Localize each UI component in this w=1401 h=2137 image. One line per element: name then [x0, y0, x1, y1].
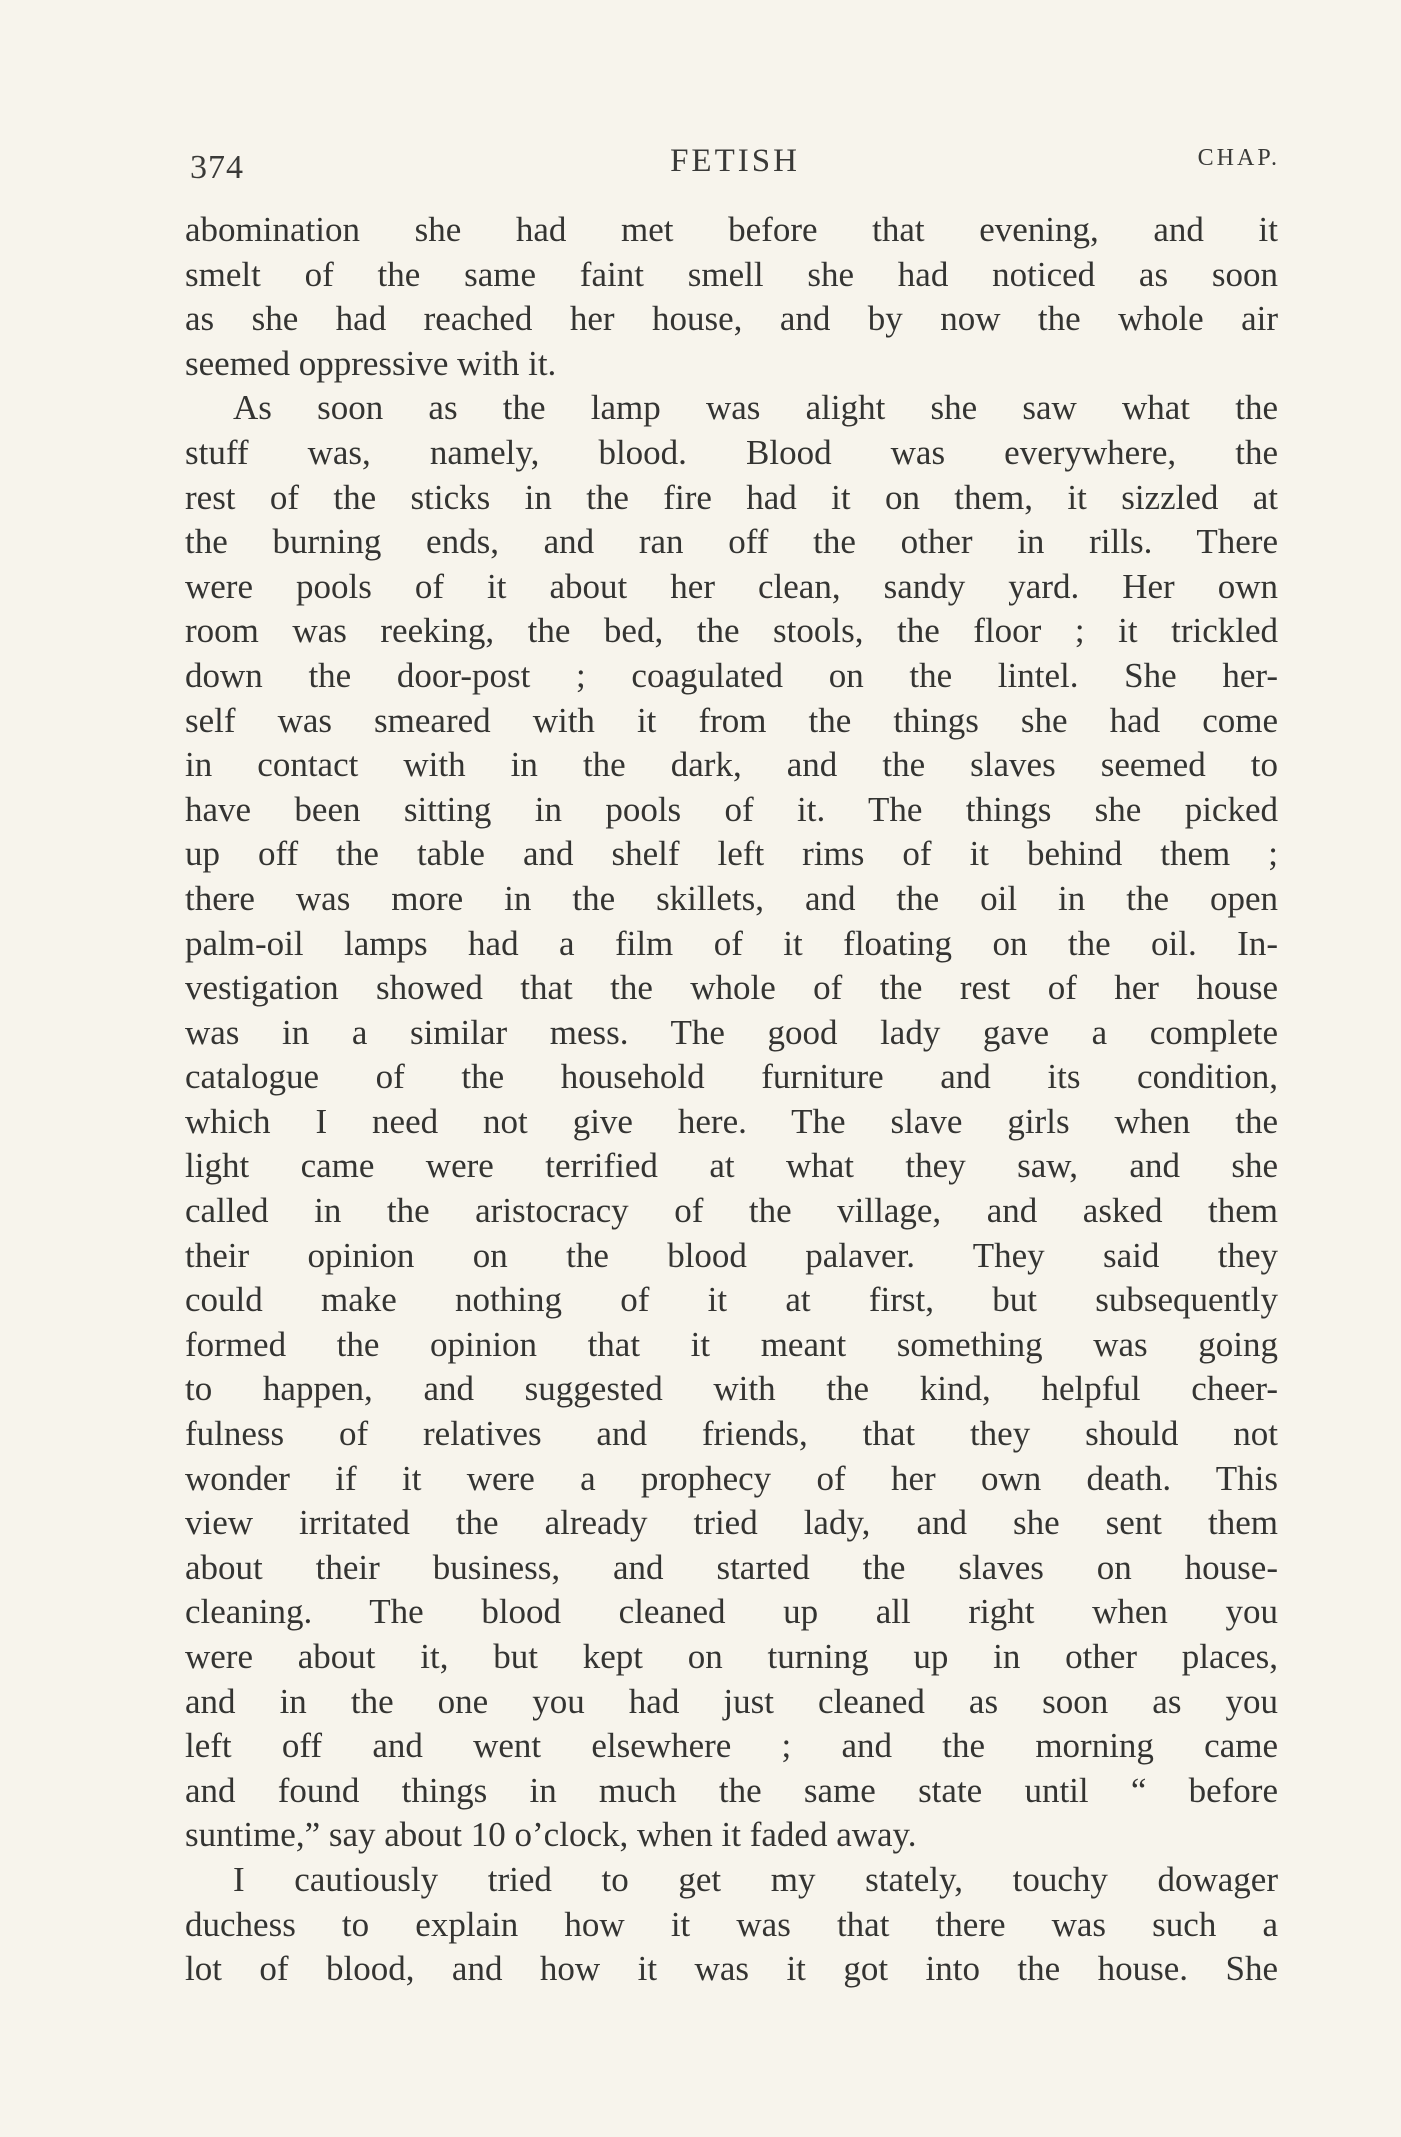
text-line: As soon as the lamp was alight she saw what the [233, 388, 1278, 428]
running-header [190, 143, 1280, 187]
text-line: and found things in much the same state until “ before [185, 1770, 1278, 1810]
text-line: lot of blood, and how it was it got into the house. She [185, 1949, 1278, 1989]
text-line: abomination she had met before that evening, and it [185, 210, 1278, 249]
text-line: which I need not give here. The slave girls when the [185, 1101, 1278, 1141]
paragraph [185, 386, 1278, 1858]
text-line: in contact with in the dark, and the slaves seemed to [185, 745, 1278, 785]
paragraph [185, 208, 1278, 386]
text-line: catalogue of the household furniture and its condition, [185, 1057, 1278, 1097]
text-line: to happen, and suggested with the kind, helpful cheer- [185, 1369, 1278, 1409]
body-text [185, 208, 1278, 1992]
text-line: and in the one you had just cleaned as soon as you [185, 1681, 1278, 1721]
text-line: as she had reached her house, and by now the whole air [185, 299, 1278, 339]
text-line: have been sitting in pools of it. The things she picked [185, 789, 1278, 829]
text-line: light came were terrified at what they saw, and she [185, 1146, 1278, 1186]
text-line: left off and went elsewhere ; and the morning came [185, 1726, 1278, 1766]
text-line: the burning ends, and ran off the other in rills. There [185, 522, 1278, 562]
text-line: cleaning. The blood cleaned up all right when you [185, 1592, 1278, 1632]
text-line: view irritated the already tried lady, and she sent them [185, 1503, 1278, 1543]
text-line: their opinion on the blood palaver. They said they [185, 1235, 1278, 1275]
text-line: fulness of relatives and friends, that they should not [185, 1414, 1278, 1454]
paragraph [185, 1858, 1278, 1992]
text-line: palm-oil lamps had a film of it floating on the oil. In- [185, 923, 1278, 963]
text-line: suntime,” say about 10 o’clock, when it faded away. [185, 1815, 917, 1855]
text-line: about their business, and started the slaves on house- [185, 1547, 1278, 1587]
text-line: were pools of it about her clean, sandy yard. Her own [185, 566, 1278, 606]
text-line: rest of the sticks in the fire had it on them, it sizzled at [185, 477, 1278, 517]
text-line: could make nothing of it at first, but subsequently [185, 1280, 1278, 1320]
text-line: seemed oppressive with it. [185, 343, 557, 383]
text-line: called in the aristocracy of the village, and asked them [185, 1191, 1278, 1231]
text-line: smelt of the same faint smell she had noticed as soon [185, 254, 1278, 294]
text-line: was in a similar mess. The good lady gave a complete [185, 1012, 1278, 1052]
running-title: FETISH [670, 143, 800, 179]
text-line: stuff was, namely, blood. Blood was everywhere, the [185, 432, 1278, 472]
chapter-label: CHAP. [1197, 145, 1280, 171]
text-line: room was reeking, the bed, the stools, the floor ; it trickled [185, 611, 1278, 651]
text-line: there was more in the skillets, and the oil in the open [185, 878, 1278, 918]
text-line: I cautiously tried to get my stately, touchy dowager [233, 1859, 1278, 1899]
text-line: self was smeared with it from the things she had come [185, 700, 1278, 740]
text-line: up off the table and shelf left rims of it behind them ; [185, 834, 1278, 874]
text-line: duchess to explain how it was that there was such a [185, 1904, 1278, 1944]
text-line: were about it, but kept on turning up in other places, [185, 1637, 1278, 1676]
text-line: formed the opinion that it meant something was going [185, 1324, 1278, 1364]
text-line: wonder if it were a prophecy of her own death. This [185, 1458, 1278, 1498]
text-line: down the door-post ; coagulated on the lintel. She her- [185, 655, 1278, 695]
page-number: 374 [190, 149, 244, 186]
text-line: vestigation showed that the whole of the rest of her house [185, 968, 1278, 1008]
